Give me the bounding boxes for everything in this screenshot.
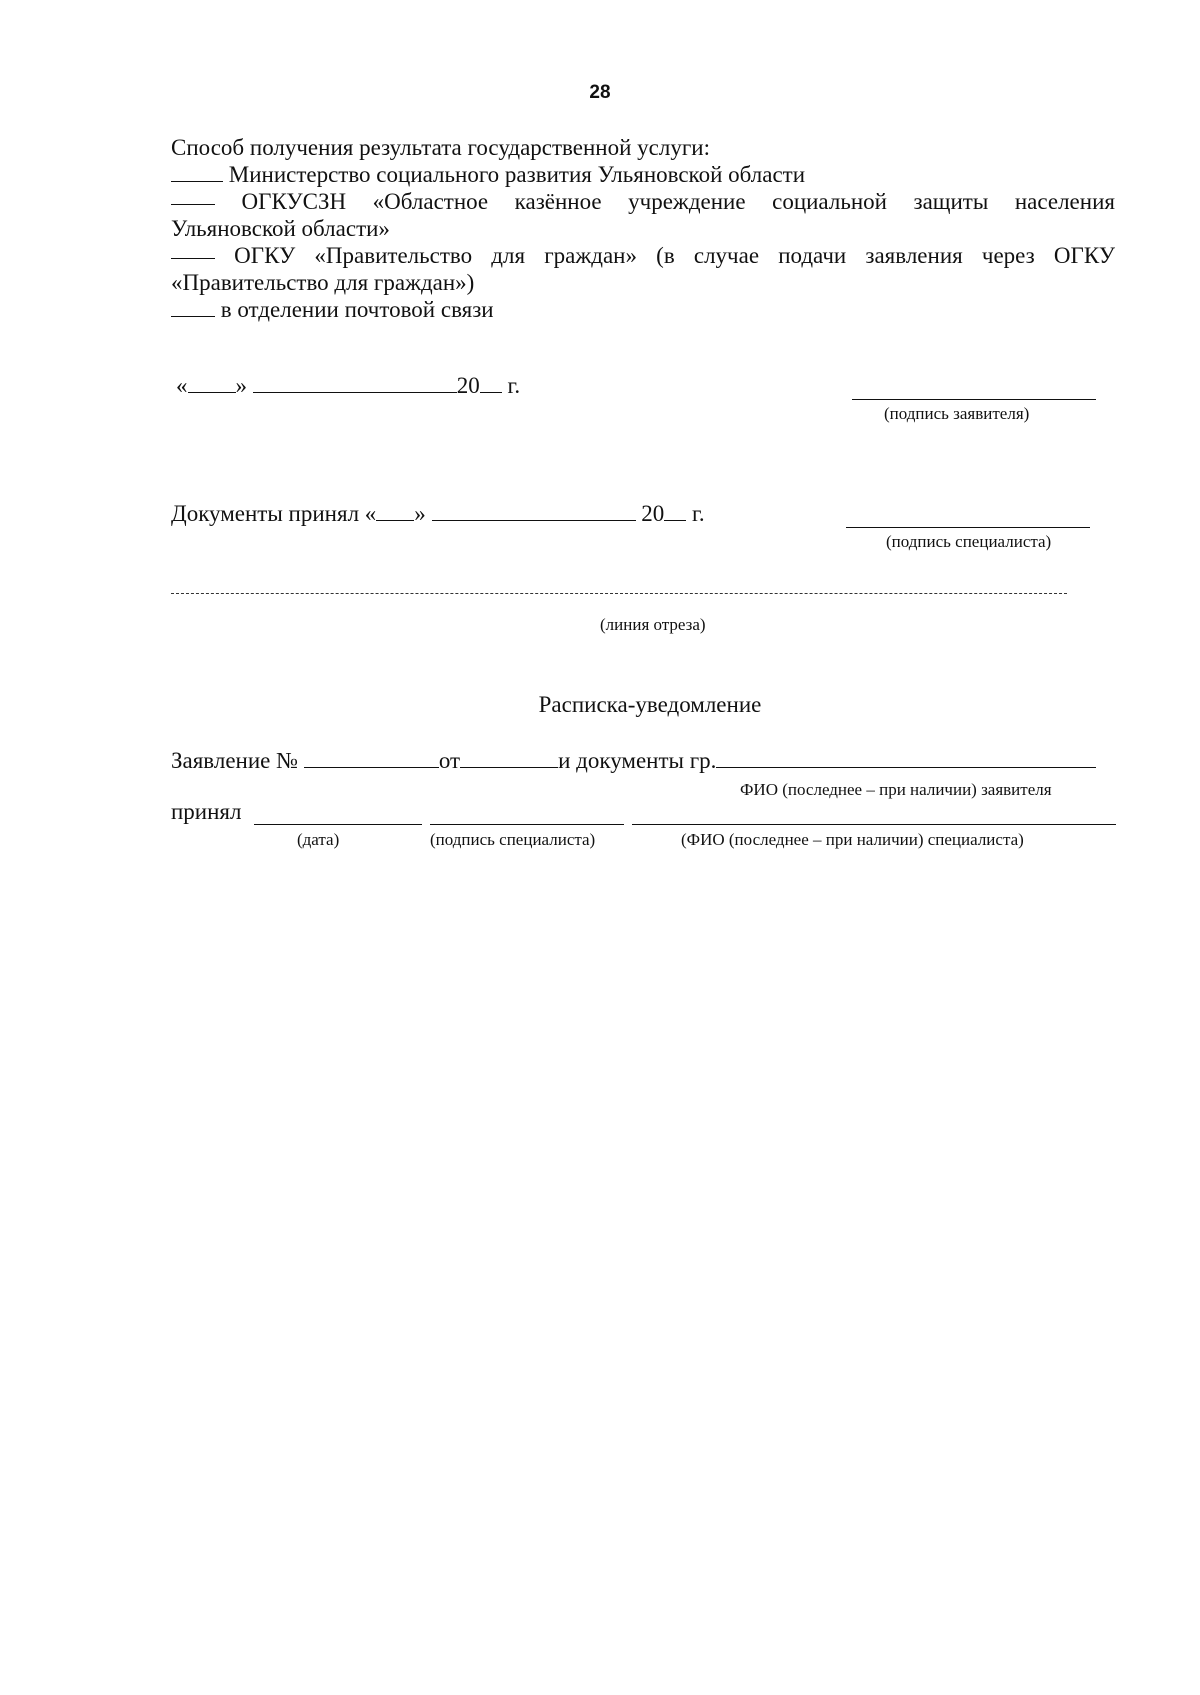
word: ОГКУСЗН (241, 189, 347, 214)
applicant-name-field[interactable] (716, 751, 1096, 768)
year-suffix: г. (507, 373, 521, 398)
accepted-by-label: принял (171, 799, 242, 824)
receipt-specialist-name-field[interactable] (632, 824, 1116, 825)
month-field[interactable] (253, 376, 457, 393)
word: (в (656, 243, 675, 268)
option-label: Министерство социального развития Ульяновской области (228, 162, 806, 187)
receipt-accepted-line (171, 799, 241, 825)
receipt-application-line (171, 748, 1096, 774)
word: «Областное (372, 189, 489, 214)
word: через (981, 243, 1035, 268)
word: случае (693, 243, 760, 268)
day-field[interactable] (188, 376, 236, 393)
year-field[interactable] (480, 376, 502, 393)
method-option-4 (171, 296, 1115, 323)
word: казённое (514, 189, 602, 214)
specialist-fio-caption: (ФИО (последнее – при наличии) специалиста) (681, 830, 1024, 849)
year-prefix: 20 (456, 373, 480, 398)
checkbox-blank[interactable] (171, 165, 223, 182)
method-option-3 (171, 242, 1115, 269)
application-date-field[interactable] (460, 751, 558, 768)
accepted-label: Документы принял « (171, 501, 377, 526)
specialist-signature-line[interactable] (846, 527, 1090, 528)
month-field[interactable] (432, 504, 636, 521)
receipt-signature-field[interactable] (430, 824, 624, 825)
word: учреждение (628, 189, 746, 214)
day-field[interactable] (376, 504, 414, 521)
receipt-title: Расписка-уведомление (538, 692, 762, 717)
year-prefix: 20 (641, 501, 665, 526)
method-option-2 (171, 188, 1115, 215)
docs-label: и документы гр. (558, 748, 717, 773)
quote-open: « (176, 373, 188, 398)
receipt-date-field[interactable] (254, 824, 422, 825)
word: защиты (913, 189, 989, 214)
word: для (491, 243, 526, 268)
accepted-date-line (171, 501, 705, 527)
checkbox-blank[interactable] (171, 300, 215, 317)
quote-close: » (414, 501, 426, 526)
word: ОГКУ (234, 243, 296, 268)
application-number-field[interactable] (304, 751, 439, 768)
specialist-signature-caption: (подпись специалиста) (886, 532, 1052, 551)
cut-line (171, 593, 1067, 594)
word: населения (1014, 189, 1115, 214)
word: граждан» (544, 243, 637, 268)
method-option-1 (171, 161, 1115, 188)
option-label: в отделении почтовой связи (220, 297, 494, 322)
applicant-signature-line[interactable] (852, 399, 1096, 400)
word: «Правительство (314, 243, 473, 268)
date-caption: (дата) (297, 830, 340, 849)
word: социальной (772, 189, 887, 214)
word: заявления (865, 243, 963, 268)
method-option-2-cont: Ульяновской области» (171, 216, 390, 241)
applicant-date-line (176, 373, 520, 399)
application-label: Заявление № (171, 748, 299, 773)
quote-close: » (235, 373, 247, 398)
signature-caption: (подпись специалиста) (430, 830, 596, 849)
applicant-fio-caption: ФИО (последнее – при наличии) заявителя (740, 780, 1052, 799)
year-suffix: г. (692, 501, 705, 526)
checkbox-blank[interactable] (171, 188, 215, 205)
from-label: от (438, 748, 461, 773)
cut-line-caption: (линия отреза) (600, 615, 706, 634)
method-section (171, 134, 1115, 323)
page-number: 28 (589, 82, 611, 103)
word: ОГКУ (1053, 243, 1115, 268)
method-heading: Способ получения результата государственной услуги: (171, 135, 710, 160)
method-option-3-cont: «Правительство для граждан») (171, 270, 475, 295)
applicant-signature-caption: (подпись заявителя) (884, 404, 1030, 423)
checkbox-blank[interactable] (171, 242, 215, 259)
word: подачи (778, 243, 847, 268)
year-field[interactable] (664, 504, 686, 521)
